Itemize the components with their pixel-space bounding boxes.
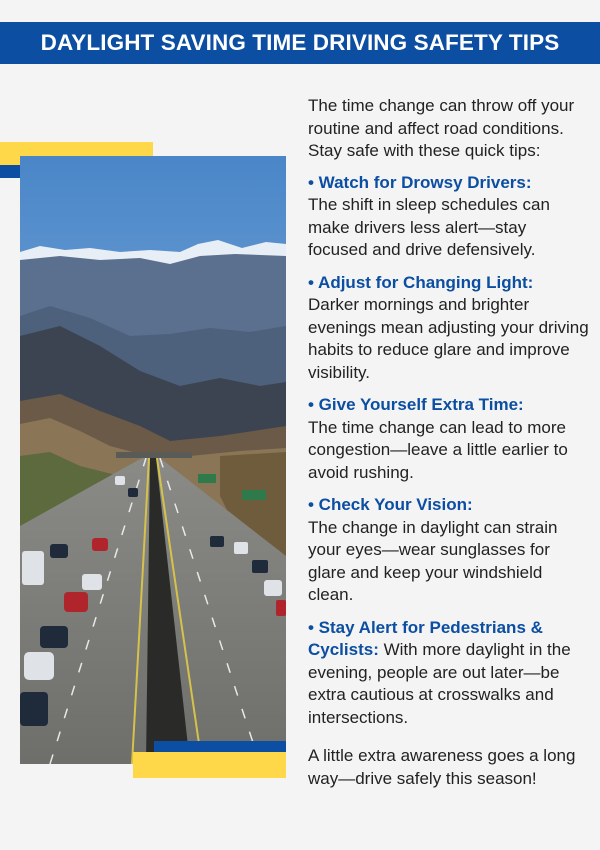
tip-item (308, 272, 590, 385)
tip-item (308, 617, 590, 730)
highway-mountain-photo (20, 156, 286, 764)
closing-paragraph: A little extra awareness goes a long way—drive safely this season! (308, 746, 576, 788)
tip-title: • Stay Alert for Pedestrians & Cyclists: (308, 617, 543, 659)
tip-title: • Adjust for Changing Light: (308, 272, 534, 292)
tip-item (308, 394, 590, 484)
tip-item (308, 172, 590, 262)
tip-body: With more daylight in the evening, people are out later—be extra cautious at crosswalks and intersections. (308, 640, 571, 727)
tip-body: The time change can lead to more congestion—leave a little earlier to avoid rushing. (308, 417, 568, 482)
page-title: DAYLIGHT SAVING TIME DRIVING SAFETY TIPS (40, 30, 560, 55)
tips-column (308, 95, 590, 790)
tip-body: Darker mornings and brighter evenings mean adjusting your driving habits to reduce glare and improve visibility. (308, 295, 589, 382)
tip-body: The change in daylight can strain your eyes—wear sunglasses for glare and keep your windshield clean. (308, 517, 558, 604)
tip-title: • Watch for Drowsy Drivers: (308, 172, 532, 192)
title-banner (0, 22, 600, 64)
tip-item (308, 494, 590, 607)
intro-paragraph: The time change can throw off your routine and affect road conditions. Stay safe with these quick tips: (308, 96, 575, 160)
tip-title: • Check Your Vision: (308, 495, 473, 514)
tip-body: The shift in sleep schedules can make drivers less alert—stay focused and drive defensively. (308, 195, 550, 259)
accent-bar-yellow-bottom (133, 752, 286, 778)
tip-title: • Give Yourself Extra Time: (308, 395, 524, 414)
